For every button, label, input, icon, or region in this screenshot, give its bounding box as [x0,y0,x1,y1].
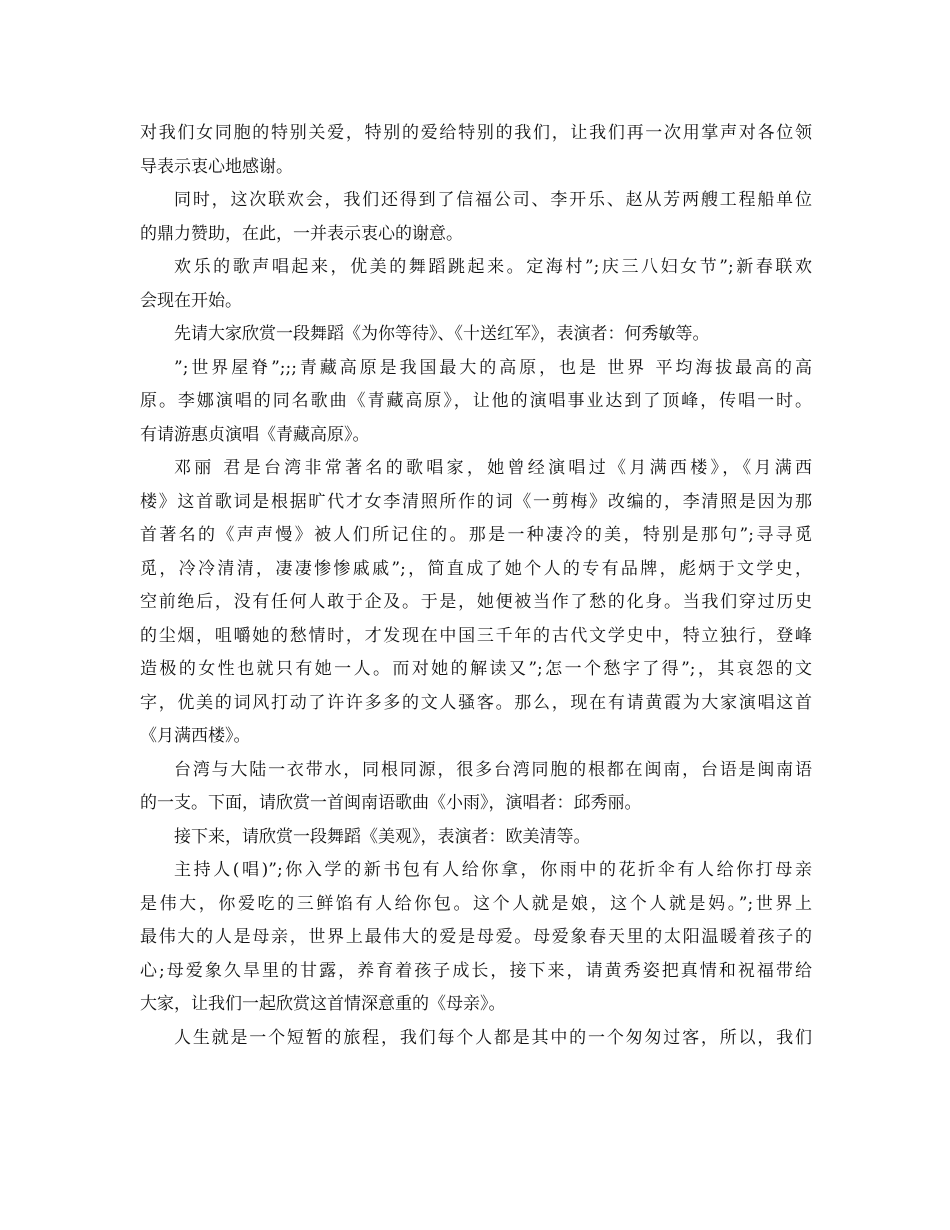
document-body [140,117,812,1055]
text-line: 原。李娜演唱的同名歌曲《青藏高原》，让他的演唱事业达到了顶峰，传唱一时。 [140,391,812,411]
text-line: 先请大家欣赏一段舞蹈《为你等待》、《十送红军》，表演者：何秀敏等。 [174,324,710,344]
text-line: 有请游惠贞演唱《青藏高原》。 [140,424,370,445]
text-line: 造极的女性也就只有她一人。而对她的解读又”;怎一个愁字了得”;，其哀怨的文 [140,659,812,679]
text-line: 是伟大，你爱吃的三鲜馅有人给你包。这个人就是娘，这个人就是妈。”;世界上 [140,893,812,914]
text-line: 接下来，请欣赏一段舞蹈《美观》，表演者：欧美清等。 [174,826,591,847]
text-line: 人生就是一个短暂的旅程，我们每个人都是其中的一个匆匆过客，所以，我们 [174,1027,812,1048]
text-line: 邓丽 君是台湾非常著名的歌唱家，她曾经演唱过《月满西楼》，《月满西 [174,458,812,478]
text-line: 会现在开始。 [140,290,242,311]
text-line: 空前绝后，没有任何人敢于企及。于是，她便被当作了愁的化身。当我们穿过历史 [140,592,812,612]
text-line: 首著名的《声声慢》被人们所记住的。那是一种凄冷的美，特别是那句”;寻寻觅 [140,525,812,545]
text-line: 台湾与大陆一衣带水，同根同源，很多台湾同胞的根都在闽南，台语是闽南语 [174,759,812,780]
text-line: ”;世界屋脊”;;;青藏高原是我国最大的高原，也是 世界 平均海拔最高的高 [174,357,812,378]
text-line: 楼》这首歌词是根据旷代才女李清照所作的词《一剪梅》改编的，李清照是因为那 [140,491,812,512]
text-line: 的尘烟，咀嚼她的愁情时，才发现在中国三千年的古代文学史中，特立独行，登峰 [140,625,812,646]
text-line: 字，优美的词风打动了许许多多的文人骚客。那么，现在有请黄霞为大家演唱这首 [140,692,812,713]
text-line: 的鼎力赞助，在此，一并表示衷心的谢意。 [140,223,463,244]
text-line: 《月满西楼》。 [140,726,251,746]
text-line: 心;母爱象久旱里的甘露，养育着孩子成长，接下来，请黄秀姿把真情和祝福带给 [140,960,812,981]
text-line: 大家，让我们一起欣赏这首情深意重的《母亲》。 [140,994,506,1014]
text-line: 最伟大的人是母亲，世界上最伟大的爱是母爱。母爱象春天里的太阳温暖着孩子的 [140,927,812,947]
text-line: 主持人(唱)”;你入学的新书包有人给你拿，你雨中的花折伞有人给你打母亲 [174,860,812,880]
text-line: 对我们女同胞的特别关爱，特别的爱给特别的我们，让我们再一次用掌声对各位领 [140,123,812,143]
text-line: 的一支。下面，请欣赏一首闽南语歌曲《小雨》，演唱者：邱秀丽。 [140,793,642,813]
text-line: 同时，这次联欢会，我们还得到了信福公司、李开乐、赵从芳两艘工程船单位 [174,190,812,210]
text-line: 导表示衷心地感谢。 [140,156,293,177]
text-line: 觅，冷冷清清，凄凄惨惨戚戚”;，简直成了她个人的专有品牌，彪炳于文学史， [140,558,812,579]
text-line: 欢乐的歌声唱起来，优美的舞蹈跳起来。定海村”;庆三八妇女节”;新春联欢 [174,257,812,277]
